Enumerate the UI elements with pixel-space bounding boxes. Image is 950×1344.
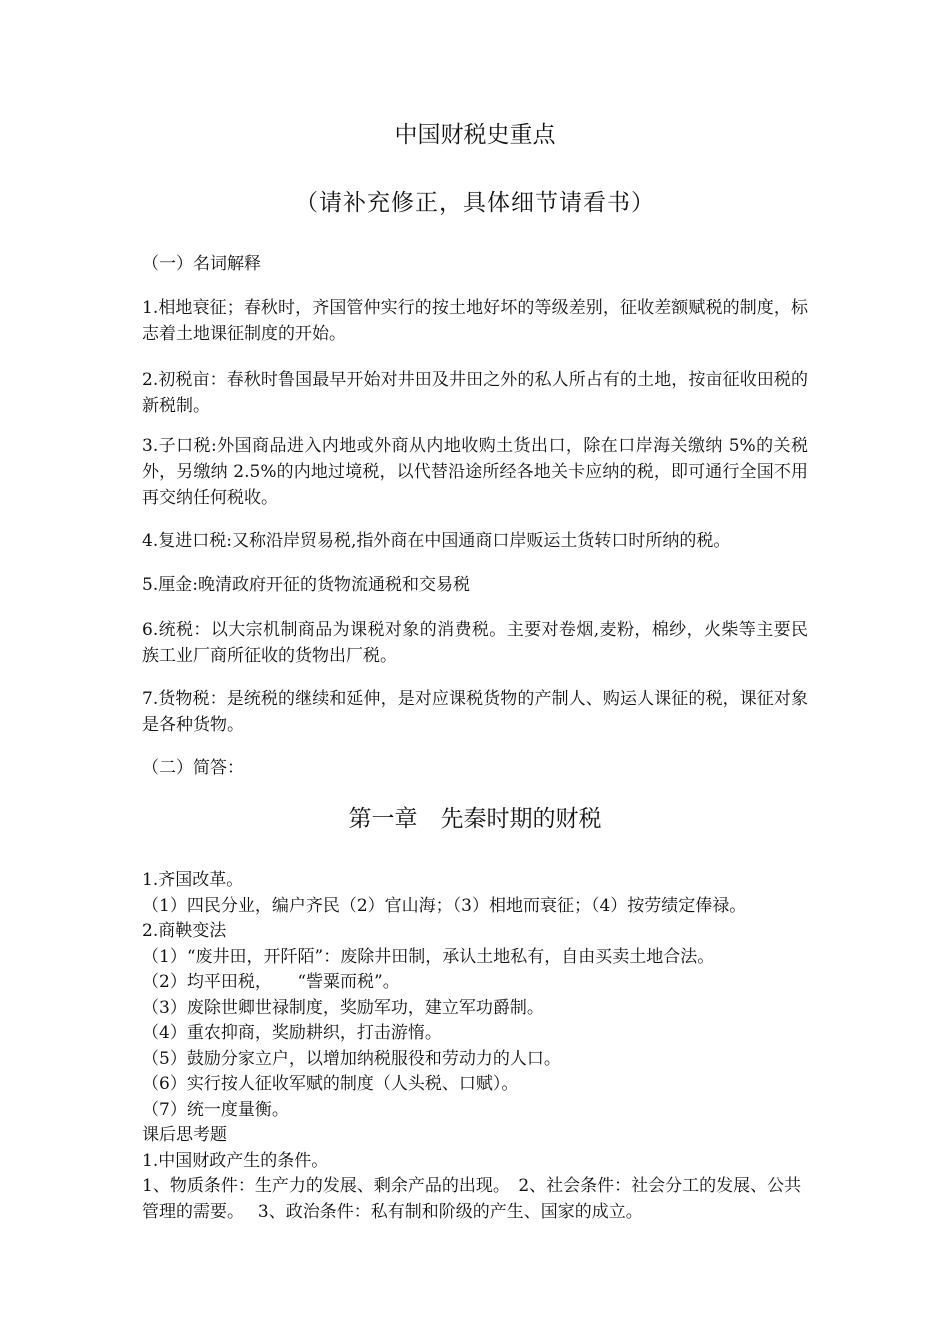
content-line: 课后思考题 (142, 1125, 227, 1145)
section-heading-short-answer: （二）简答： (142, 758, 244, 778)
definition-item: 1.相地衰征；春秋时，齐国管仲实行的按土地好坏的等级差别，征收差额赋税的制度，标志着土地课征制度的开始。 (142, 298, 808, 344)
content-line: 1.齐国改革。 (142, 870, 244, 890)
document-subtitle: （请补充修正，具体细节请看书） (295, 190, 655, 216)
content-line: （4）重农抑商，奖励耕织，打击游惰。 (142, 1023, 442, 1043)
definition-item: 7.货物税：是统税的继续和延伸，是对应课税货物的产制人、购运人课征的税，课征对象是各种货物。 (142, 689, 808, 735)
content-line: （3）废除世卿世禄制度，奖励军功，建立军功爵制。 (142, 997, 544, 1018)
definition-item: 3.子口税:外国商品进入内地或外商从内地收购土货出口，除在口岸海关缴纳 5%的关税外，另缴纳 2.5%的内地过境税，以代替沿途所经各地关卡应纳的税，即可通行全国不用再交纳任何税收。 (142, 436, 808, 508)
content-line: （7）统一度量衡。 (142, 1099, 289, 1120)
content-line: 1、物质条件：生产力的发展、剩余产品的出现。 2、社会条件：社会分工的发展、公共管理的需要。 3、政治条件：私有制和阶级的产生、国家的成立。 (142, 1176, 802, 1222)
definition-item: 5.厘金:晚清政府开征的货物流通税和交易税 (142, 575, 470, 595)
content-line: 1.中国财政产生的条件。 (142, 1150, 329, 1171)
chapter-title: 第一章 先秦时期的财税 (348, 806, 602, 832)
definition-item: 2.初税亩：春秋时鲁国最早开始对井田及井田之外的私人所占有的土地，按亩征收田税的新税制。 (142, 370, 808, 416)
content-line: 2.商鞅变法 (142, 921, 227, 941)
definition-item: 6.统税：以大宗机制商品为课税对象的消费税。主要对卷烟,麦粉，棉纱，火柴等主要民族工业厂商所征收的货物出厂税。 (142, 620, 808, 666)
content-line: （1）四民分业，编户齐民（2）官山海；（3）相地而衰征；（4）按劳绩定俸禄。 (142, 895, 747, 916)
definition-item: 4.复进口税:又称沿岸贸易税,指外商在中国通商口岸贩运土货转口时所纳的税。 (142, 531, 731, 551)
content-line: （2）均平田税， “訾粟而税”。 (142, 972, 400, 992)
content-line: （1）“废井田，开阡陌”：废除井田制，承认土地私有，自由买卖土地合法。 (142, 946, 715, 967)
content-line: （5）鼓励分家立户，以增加纳税服役和劳动力的人口。 (142, 1048, 561, 1069)
chapter-content (142, 868, 822, 1225)
document-title: 中国财税史重点 (394, 122, 556, 148)
content-line: （6）实行按人征收军赋的制度（人头税、口赋）。 (142, 1074, 519, 1094)
section-heading-terms: （一）名词解释 (142, 254, 261, 274)
